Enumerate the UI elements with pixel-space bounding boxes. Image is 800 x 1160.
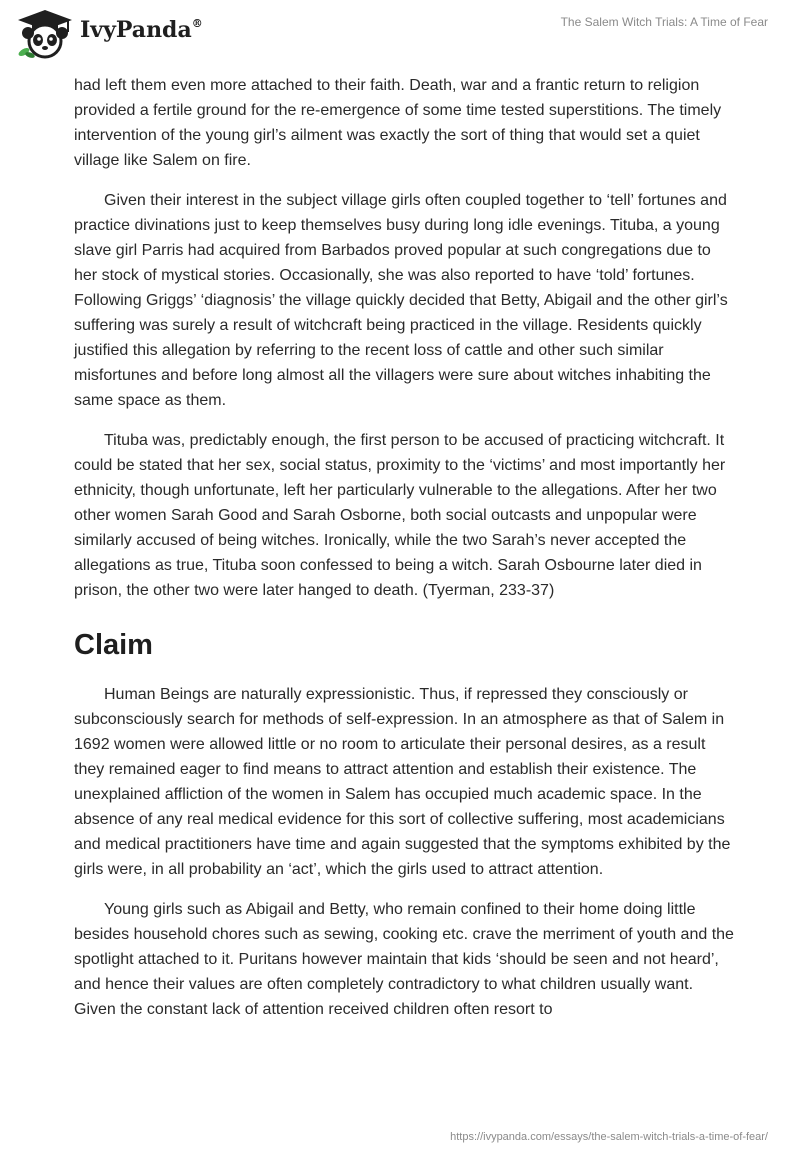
registered-mark: ® bbox=[191, 16, 203, 30]
ivypanda-logo-icon[interactable] bbox=[14, 8, 76, 60]
brand-name[interactable]: IvyPanda® bbox=[80, 16, 203, 43]
paragraph: Given their interest in the subject village girls often coupled together to ‘tell’ fortunes and practice divinations just to keep themselves busy during long idle evenings. Tituba, a young slave girl Parris had acquired from Barbados proved popular at such congregations due to her stock of mystical stories. Occasionally, she was also reported to have ‘told’ fortunes. Following Griggs’ ‘diagnosis’ the village quickly decided that Betty, Abigail and the other girl’s suffering was surely a result of witchcraft being practiced in the village. Residents quickly justified this allegation by referring to the recent loss of cattle and other such similar misfortunes and before long almost all the villagers were sure about witches inhabiting the same space as them. bbox=[74, 192, 728, 409]
paragraph: Tituba was, predictably enough, the first person to be accused of practicing witchcraft. It could be stated that her sex, social status, proximity to the ‘victims’ and most importantly her ethnicity, though unfortunate, left her particularly vulnerable to the allegations. After her two other women Sarah Good and Sarah Osborne, both social outcasts and unpopular were similarly accused of being witches. Ironically, while the two Sarah’s never accepted the allegations as true, Tituba soon confessed to being a witch. Sarah Osbourne later died in prison, the other two were later hanged to death. (Tyerman, 233-37) bbox=[74, 432, 726, 599]
page-header bbox=[0, 0, 800, 70]
paragraph: Young girls such as Abigail and Betty, who remain confined to their home doing little besides household chores such as sewing, cooking etc. crave the merriment of youth and the spotlight attached to it. Puritans however maintain that kids ‘should be seen and not heard’, and hence their values are often completely contradictory to what children usually want. Given the constant lack of attention received children often resort to bbox=[74, 901, 734, 1018]
document-title: The Salem Witch Trials: A Time of Fear bbox=[560, 15, 768, 29]
paragraph: had left them even more attached to their faith. Death, war and a frantic return to religion provided a fertile ground for the re-emergence of some time tested superstitions. The timely intervention of the young girl’s ailment was exactly the sort of thing that would set a quiet village like Salem on fire. bbox=[74, 77, 722, 169]
essay-body bbox=[74, 73, 734, 1037]
paragraph: Human Beings are naturally expressionistic. Thus, if repressed they consciously or subconsciously search for methods of self-expression. In an atmosphere as that of Salem in 1692 women were allowed little or no room to articulate their personal desires, as a result they remained eager to find means to attract attention and establish their existence. The unexplained affliction of the women in Salem has occupied much academic space. In the absence of any real medical evidence for this sort of collective suffering, most academicians and medical practitioners have time and again suggested that the symptoms exhibited by the girls were, in all probability an ‘act’, which the girls used to attract attention. bbox=[74, 686, 731, 878]
source-url[interactable]: https://ivypanda.com/essays/the-salem-witch-trials-a-time-of-fear/ bbox=[450, 1131, 768, 1143]
section-heading: Claim bbox=[74, 629, 153, 661]
